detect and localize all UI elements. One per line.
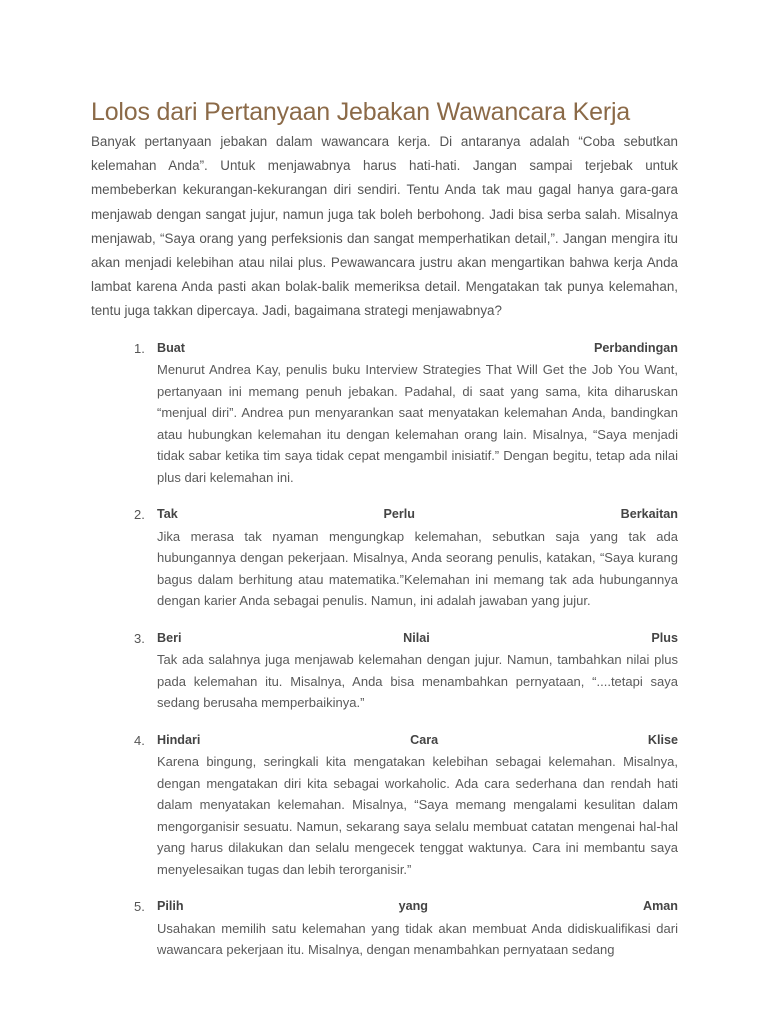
list-item: [91, 338, 678, 489]
heading-word: Hindari: [157, 732, 201, 747]
document-page: [91, 96, 678, 977]
list-item-body: Jika merasa tak nyaman mengungkap kelemahan, sebutkan saja yang tak ada hubungannya dengan pekerjaan. Misalnya, Anda seorang penulis, katakan, “Saya kurang bagus dalam berhitung atau matematika.”Kelemahan ini memang tak ada hubungannya dengan karier Anda sebagai penulis. Namun, ini adalah jawaban yang jujur.: [157, 528, 678, 609]
list-item-number: 4.: [134, 732, 145, 748]
heading-word: yang: [398, 899, 428, 914]
list-item-number: 1.: [134, 340, 145, 356]
heading-word: Pilih: [157, 899, 184, 914]
list-item-body: Karena bingung, seringkali kita mengatakan kelebihan sebagai kelemahan. Misalnya, dengan mengatakan diri kita sebagai workaholic. Ada cara sederhana dan rendah hati dalam menyatakan kelemahan. Misalnya, “Saya memang mengalami kesulitan dalam mengorganisir sesuatu. Namun, sekarang saya selalu membuat catatan mengenai hal-hal yang harus dilakukan dan selalu mengecek tenggat waktunya. Cara ini membantu saya menyelesaikan tugas dan lebih terorganisir.”: [157, 754, 678, 877]
list-item-body: Tak ada salahnya juga menjawab kelemahan dengan jujur. Namun, tambahkan nilai plus pada kelemahan itu. Misalnya, Anda bisa menambahkan pernyataan, “....tetapi saya sedang berusaha memperbaikinya.”: [157, 652, 678, 711]
list-item-heading: [157, 628, 678, 650]
heading-word: Cara: [410, 732, 439, 747]
heading-word: Perbandingan: [594, 340, 678, 355]
list-item-body: Menurut Andrea Kay, penulis buku Interview Strategies That Will Get the Job You Want, pertanyaan ini memang penuh jebakan. Padahal, di saat yang sama, kita diharuskan “menjual diri”. Andrea pun menyarankan saat menyatakan kelemahan Anda, bandingkan atau hubungkan kelemahan itu dengan kelemahan orang lain. Misalnya, “Saya menjadi tidak sabar ketika tim saya tidak cepat mengambil inisiatif.” Dengan begitu, tetap ada nilai plus dari kelemahan ini.: [157, 362, 678, 485]
list-item-number: 3.: [134, 630, 145, 646]
list-item: [91, 504, 678, 612]
list-item-heading: [157, 730, 678, 752]
list-item: [91, 730, 678, 881]
list-item-heading: [157, 896, 678, 918]
heading-word: Plus: [651, 630, 678, 645]
intro-paragraph: Banyak pertanyaan jebakan dalam wawancara kerja. Di antaranya adalah “Coba sebutkan kelemahan Anda”. Untuk menjawabnya harus hati-hati. Jangan sampai terjebak untuk membeberkan kekurangan-kekurangan diri sendiri. Tentu Anda tak mau gagal hanya gara-gara menjawab dengan sangat jujur, namun juga tak boleh berbohong. Jadi bisa serba salah. Misalnya menjawab, “Saya orang yang perfeksionis dan sangat memperhatikan detail,”. Jangan mengira itu akan menjadi kelebihan atau nilai plus. Pewawancara justru akan mengartikan bahwa kerja Anda lambat karena Anda pasti akan bolak-balik memeriksa detail. Mengatakan tak punya kelemahan, tentu juga takkan dipercaya. Jadi, bagaimana strategi menjawabnya?: [91, 134, 678, 319]
list-item-number: 5.: [134, 899, 145, 915]
list-item-heading: [157, 338, 678, 360]
heading-word: Tak: [157, 507, 178, 522]
heading-word: Klise: [647, 732, 678, 747]
heading-word: Perlu: [383, 507, 415, 522]
list-item: [91, 628, 678, 714]
list-item-heading: [157, 504, 678, 526]
list-item-number: 2.: [134, 507, 145, 523]
heading-word: Aman: [643, 899, 678, 914]
heading-word: Berkaitan: [620, 507, 678, 522]
heading-word: Nilai: [403, 630, 430, 645]
heading-word: Buat: [157, 340, 185, 355]
list-item-body: Usahakan memilih satu kelemahan yang tidak akan membuat Anda didiskualifikasi dari wawancara pekerjaan itu. Misalnya, dengan menambahkan pernyataan sedang: [157, 920, 678, 958]
list-item: [91, 896, 678, 961]
document-title: Lolos dari Pertanyaan Jebakan Wawancara Kerja: [91, 98, 630, 126]
heading-word: Beri: [157, 630, 182, 645]
strategy-list: [91, 338, 678, 961]
